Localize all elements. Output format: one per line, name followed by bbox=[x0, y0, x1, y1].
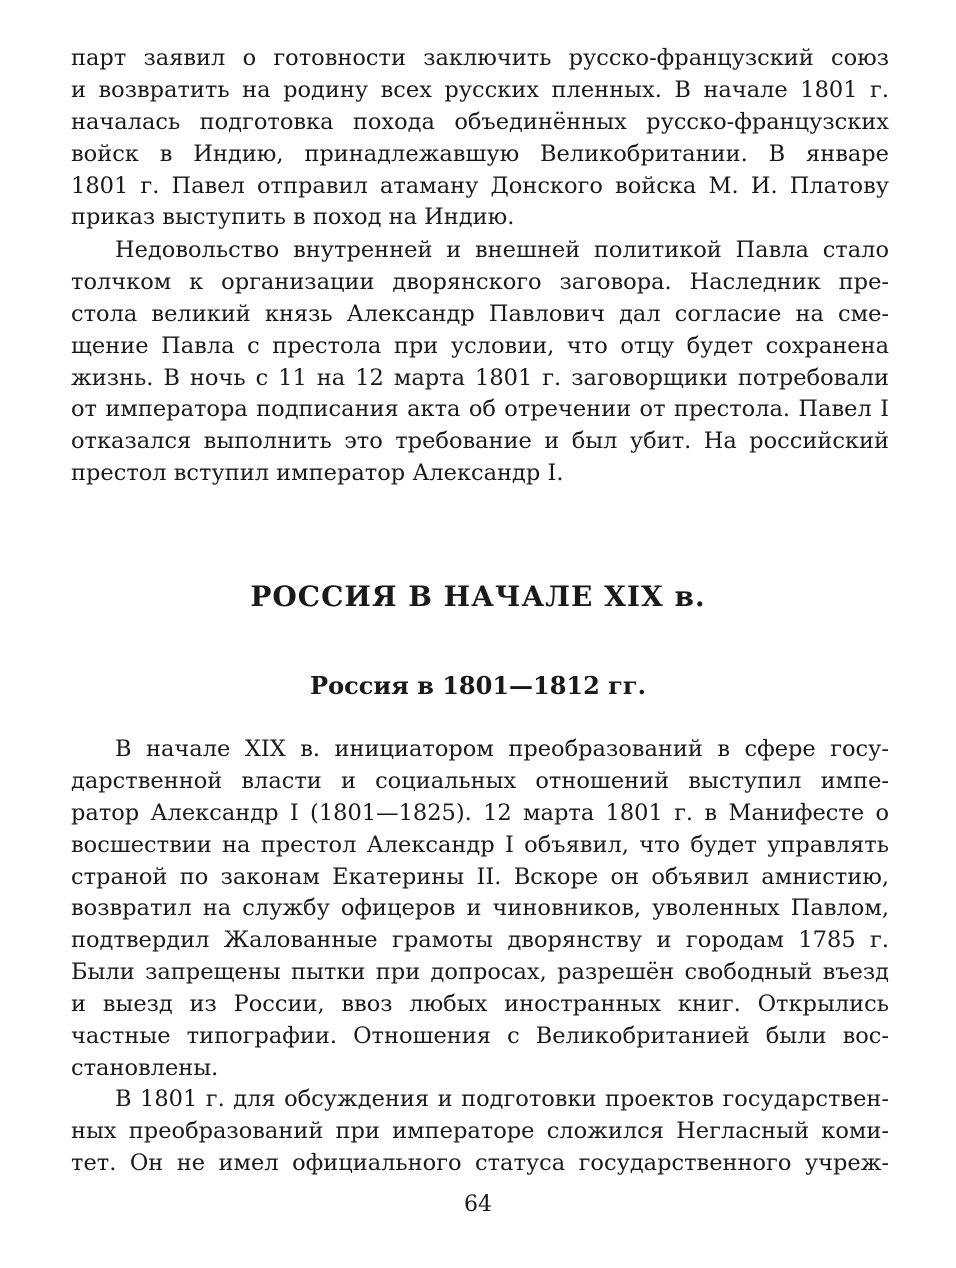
paragraph-2 bbox=[71, 235, 889, 490]
paragraph-3 bbox=[71, 734, 889, 1085]
chapter-title: РОССИЯ В НАЧАЛЕ XIX в. bbox=[250, 580, 706, 613]
text-line: жизнь. В ночь с 11 на 12 марта 1801 г. заговорщики потребовали bbox=[71, 364, 889, 391]
text-line: дарственной власти и социальных отношений выступил импе- bbox=[71, 767, 889, 794]
text-line: щение Павла с престола при условии, что отцу будет сохранена bbox=[71, 332, 889, 359]
text-line: страной по законам Екатерины II. Вскоре он объявил амнистию, bbox=[71, 863, 889, 890]
text-line: становлены. bbox=[71, 1054, 219, 1081]
text-line: и выезд из России, ввоз любых иностранных книг. Открылись bbox=[71, 991, 889, 1018]
text-line: подтвердил Жалованные грамоты дворянству и городам 1785 г. bbox=[71, 927, 889, 954]
text-line: ных преобразований при императоре сложился Негласный коми- bbox=[71, 1117, 889, 1144]
text-line: стола великий князь Александр Павлович дал согласие на сме- bbox=[71, 300, 889, 327]
paragraph-1 bbox=[71, 43, 889, 234]
text-line: ратор Александр I (1801—1825). 12 марта 1801 г. в Манифесте о bbox=[71, 799, 889, 826]
text-line: частные типографии. Отношения с Великобританией были вос- bbox=[71, 1023, 889, 1050]
text-line: Были запрещены пытки при допросах, разрешён свободный въезд bbox=[71, 959, 889, 986]
text-line: тет. Он не имел официального статуса государственного учреж- bbox=[71, 1149, 889, 1176]
text-line: и возвратить на родину всех русских пленных. В начале 1801 г. bbox=[71, 76, 889, 103]
text-line: парт заявил о готовности заключить русско-французский союз bbox=[71, 45, 889, 71]
paragraph-4 bbox=[71, 1084, 889, 1180]
text-line: 1801 г. Павел отправил атаману Донского войска М. И. Платову bbox=[71, 172, 889, 199]
text-line: толчком к организации дворянского заговора. Наследник пре- bbox=[71, 268, 889, 295]
text-line: престол вступил император Александр I. bbox=[71, 460, 564, 487]
text-line: приказ выступить в поход на Индию. bbox=[71, 204, 515, 231]
text-line: войск в Индию, принадлежавшую Великобритании. В январе bbox=[71, 140, 889, 167]
text-line: В начале XIX в. инициатором преобразований в сфере госу- bbox=[115, 736, 889, 762]
section-title: Россия в 1801—1812 гг. bbox=[310, 671, 646, 700]
text-line: Недовольство внутренней и внешней политикой Павла стало bbox=[115, 237, 889, 263]
text-line: отказался выполнить это требование и был убит. На российский bbox=[71, 428, 889, 455]
text-line: от императора подписания акта об отречении от престола. Павел I bbox=[71, 396, 889, 423]
page-number: 64 bbox=[464, 1192, 492, 1217]
text-line: В 1801 г. для обсуждения и подготовки проектов государствен- bbox=[115, 1086, 889, 1112]
text-line: восшествии на престол Александр I объявил, что будет управлять bbox=[71, 831, 889, 858]
text-line: началась подготовка похода объединённых русско-французских bbox=[71, 108, 889, 135]
text-line: возвратил на службу офицеров и чиновников, уволенных Павлом, bbox=[71, 895, 889, 922]
